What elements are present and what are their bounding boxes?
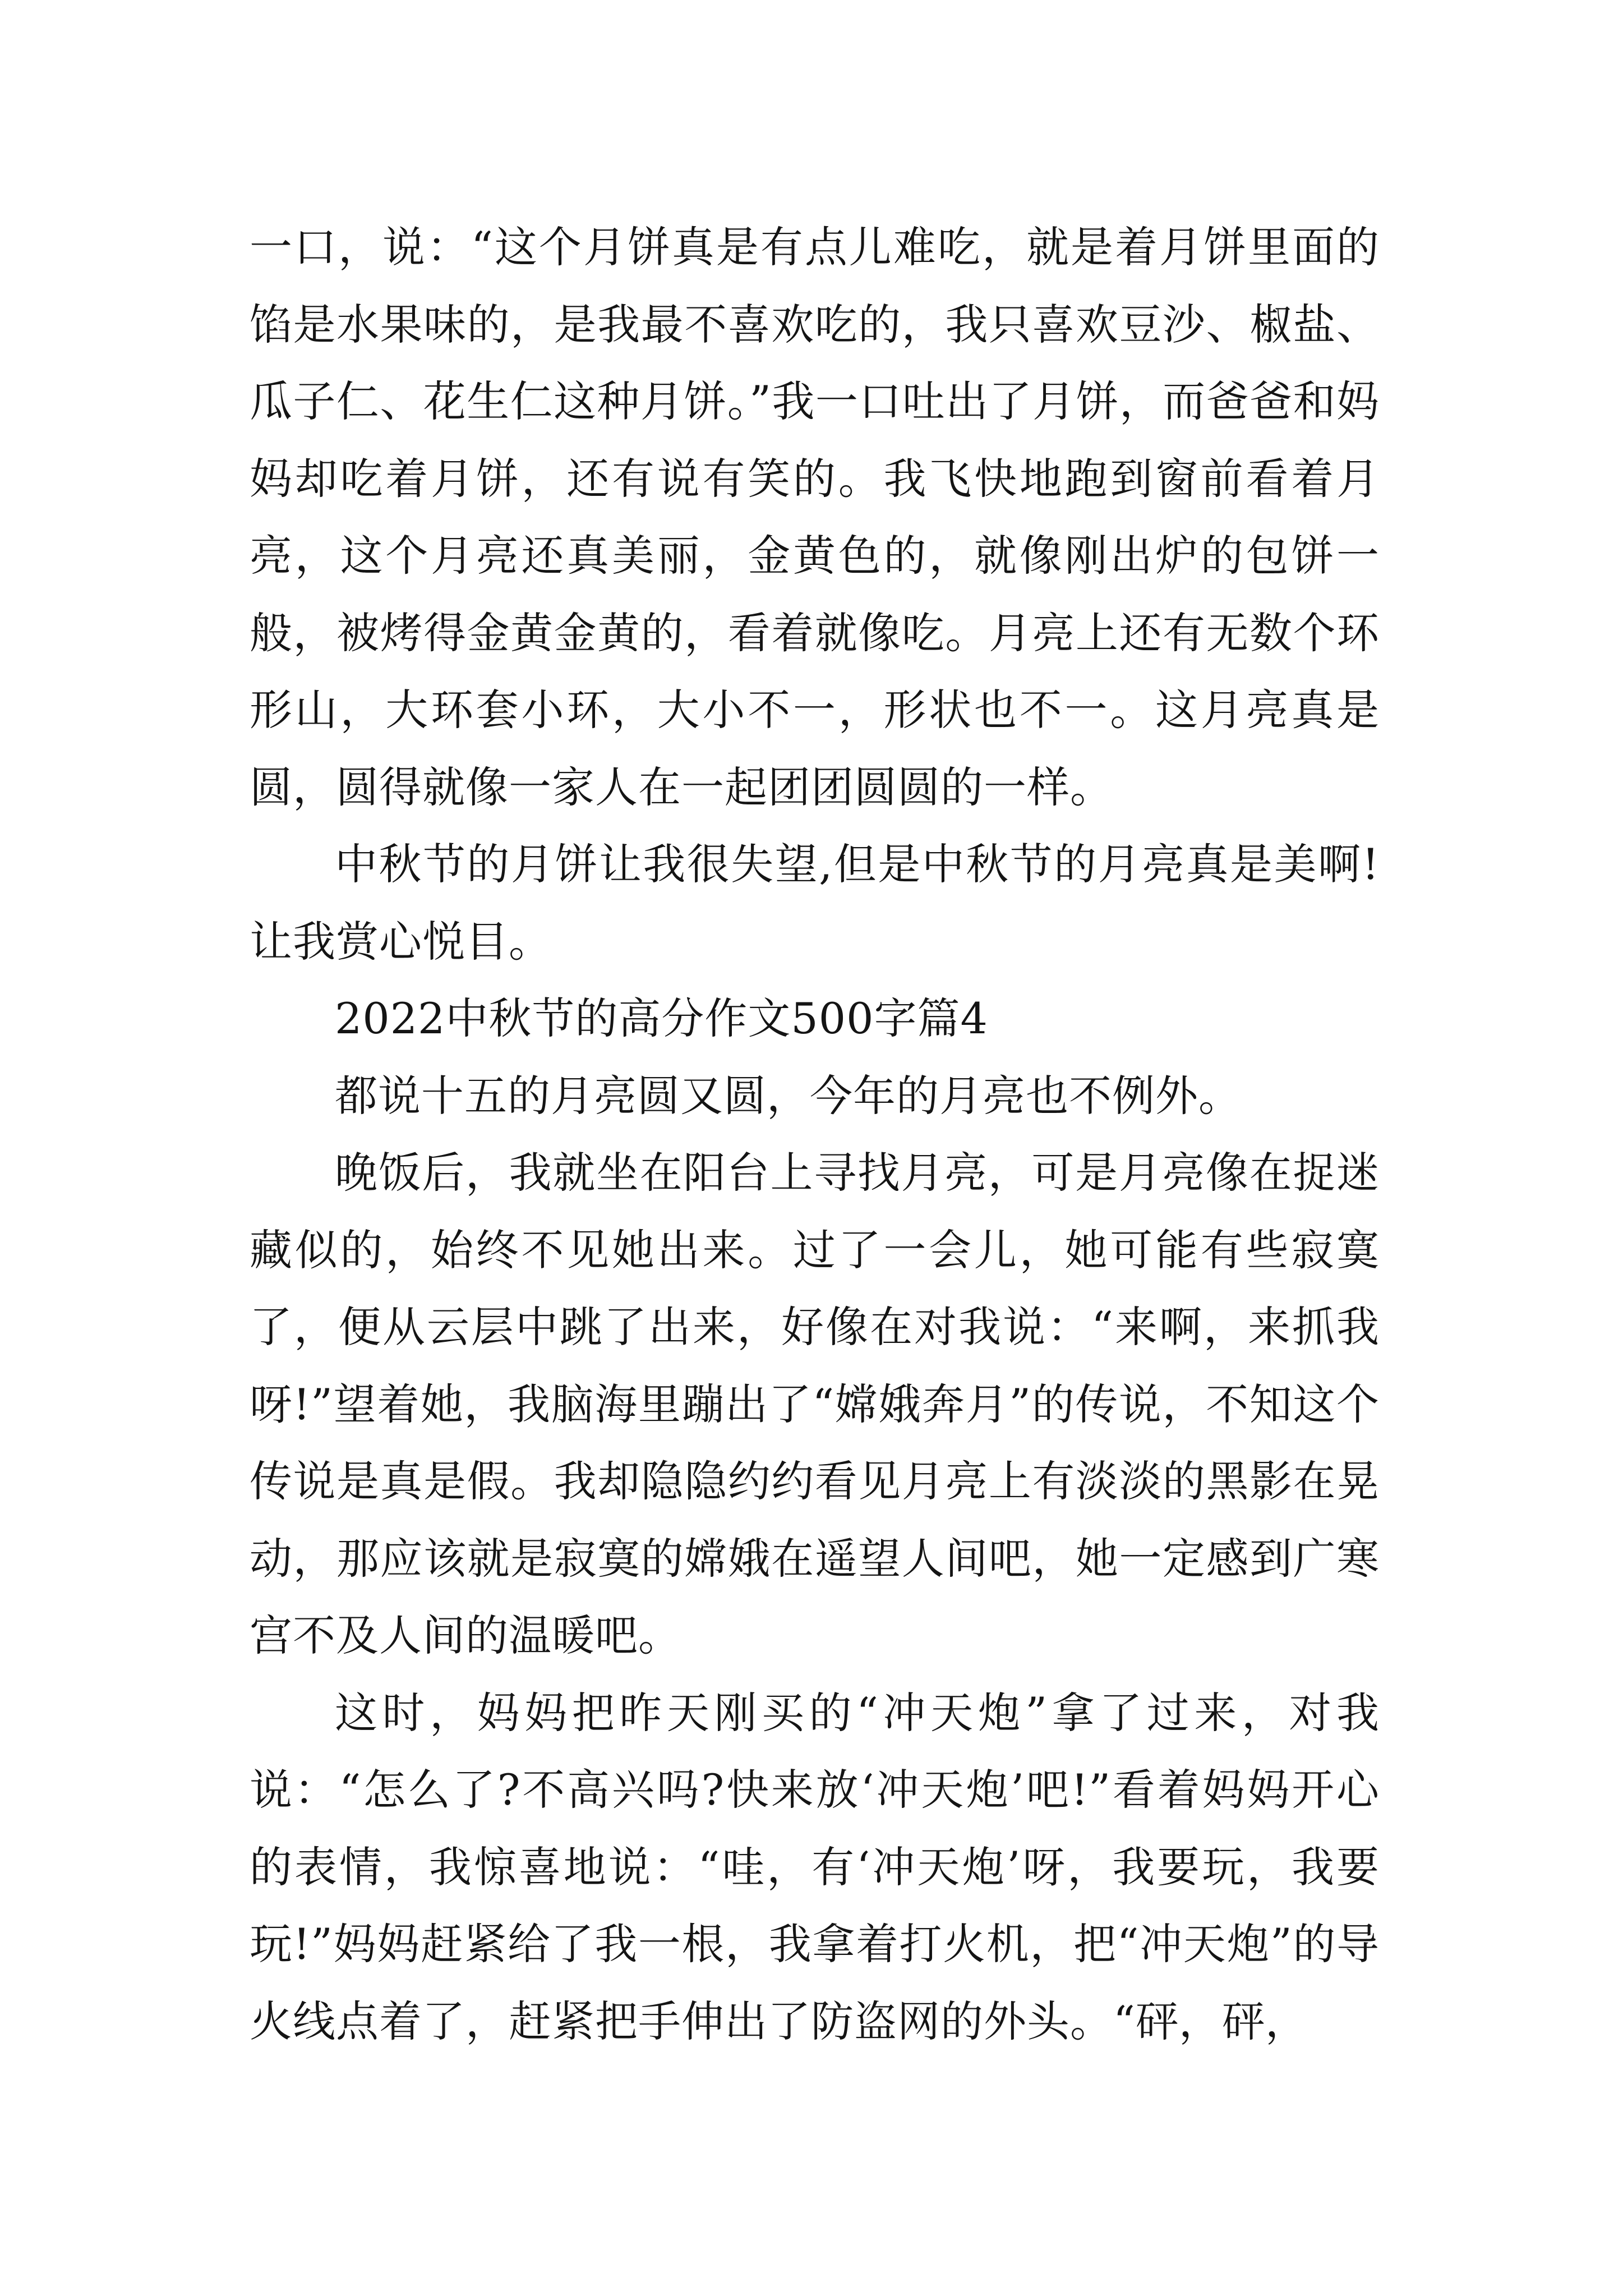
document-body [250, 209, 1380, 2060]
paragraph-4: 晚饭后，我就坐在阳台上寻找月亮，可是月亮像在捉迷藏似的，始终不见她出来。过了一会儿，她可能有些寂寞了，便从云层中跳了出来，好像在对我说：“来啊，来抓我呀!”望着她，我脑海里蹦出了“嫦娥奔月”的传说，不知这个传说是真是假。我却隐隐约约看见月亮上有淡淡的黑影在晃动，那应该就是寂寞的嫦娥在遥望人间吧，她一定感到广寒宫不及人间的温暖吧。 [250, 1148, 1380, 1660]
paragraph-2: 中秋节的月饼让我很失望,但是中秋节的月亮真是美啊!让我赏心悦目。 [250, 839, 1380, 967]
paragraph-5: 这时，妈妈把昨天刚买的“冲天炮”拿了过来，对我说：“怎么了?不高兴吗?快来放‘冲天炮’吧!”看着妈妈开心的表情，我惊喜地说：“哇，有‘冲天炮’呀，我要玩，我要玩!”妈妈赶紧给了我一根，我拿着打火机，把“冲天炮”的导火线点着了，赶紧把手伸出了防盗网的外头。“砰，砰， [250, 1687, 1380, 2046]
section-heading: 2022中秋节的高分作文500字篇4 [335, 993, 988, 1043]
paragraph-3: 都说十五的月亮圆又圆，今年的月亮也不例外。 [335, 1070, 1242, 1121]
paragraph-1: 一口，说：“这个月饼真是有点儿难吃，就是着月饼里面的馅是水果味的，是我最不喜欢吃的，我只喜欢豆沙、椒盐、瓜子仁、花生仁这种月饼。”我一口吐出了月饼，而爸爸和妈妈却吃着月饼，还有说有笑的。我飞快地跑到窗前看着月亮，这个月亮还真美丽，金黄色的，就像刚出炉的包饼一般，被烤得金黄金黄的，看着就像吃。月亮上还有无数个环形山，大环套小环，大小不一，形状也不一。这月亮真是圆，圆得就像一家人在一起团团圆圆的一样。 [250, 222, 1380, 812]
